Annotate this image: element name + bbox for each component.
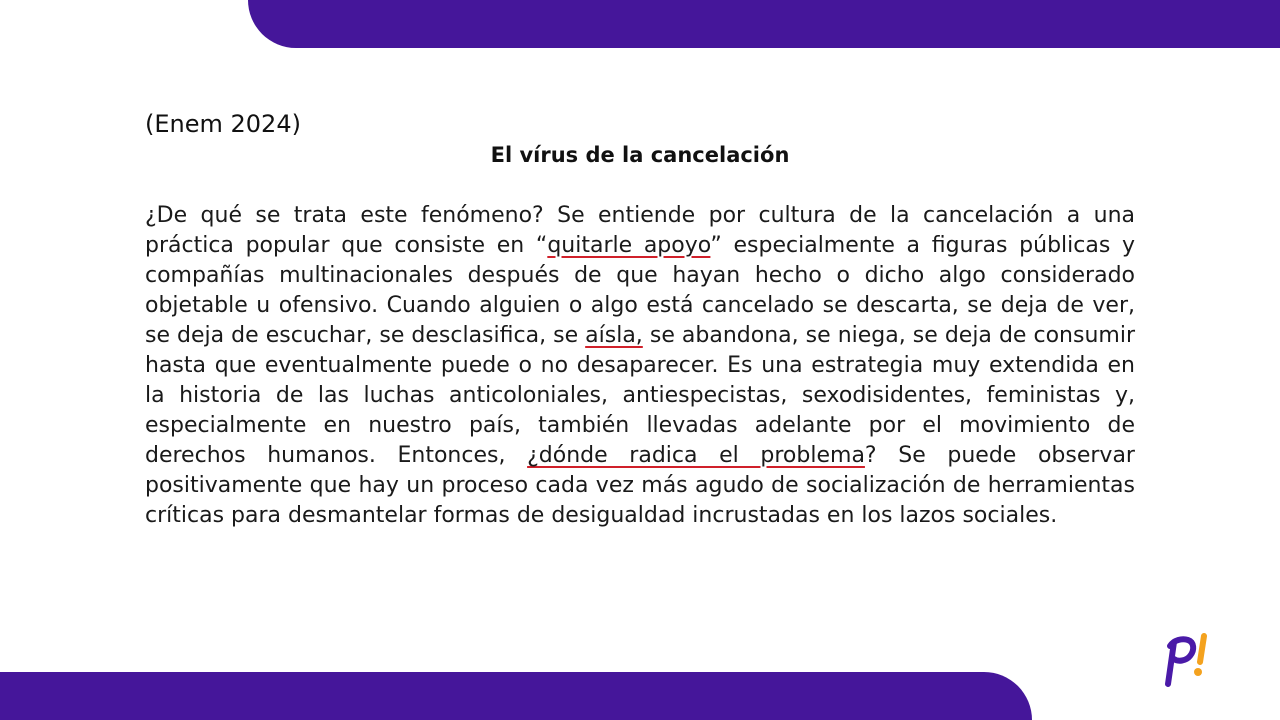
highlight-aisla: aísla, [585, 323, 643, 348]
source-label: (Enem 2024) [145, 110, 301, 138]
highlight-donde-radica: ¿dónde radica el problema [527, 443, 865, 468]
paragraph-segment: ? Se puede observar positivamente que hay un proceso cada vez más agudo de socialización de herramientas críticas para desmantelar formas de desigualdad incrustadas en los lazos sociales. [145, 443, 1135, 528]
text-paragraph [145, 201, 1135, 531]
paragraph-segment: ” especialmente a figuras públicas y compañías multinacionales después de que hayan hecho o dicho algo considerado objetable u ofensivo. Cuando alguien o algo está cancelado se descarta, se deja de ver, se deja de escuchar, se desclasifica, se [145, 233, 1135, 348]
bottom-band [0, 672, 1032, 720]
p-exclamation-logo-icon [1160, 628, 1216, 692]
highlight-quitarle-apoyo: quitarle apoyo [547, 233, 711, 258]
text-title: El vírus de la cancelación [490, 143, 790, 167]
paragraph-segment: se abandona, se niega, se deja de consumir hasta que eventualmente puede o no desaparecer. Es una estrategia muy extendida en la historia de las luchas anticoloniales, antiespecistas, sexodisidentes, feministas y, especialmente en nuestro país, también llevadas adelante por el movimiento de derechos humanos. Entonces, [145, 323, 1135, 468]
paragraph-segment: ¿De qué se trata este fenómeno? Se entiende por cultura de la cancelación a una práctica popular que consiste en “ [145, 203, 1135, 258]
top-band [248, 0, 1280, 48]
